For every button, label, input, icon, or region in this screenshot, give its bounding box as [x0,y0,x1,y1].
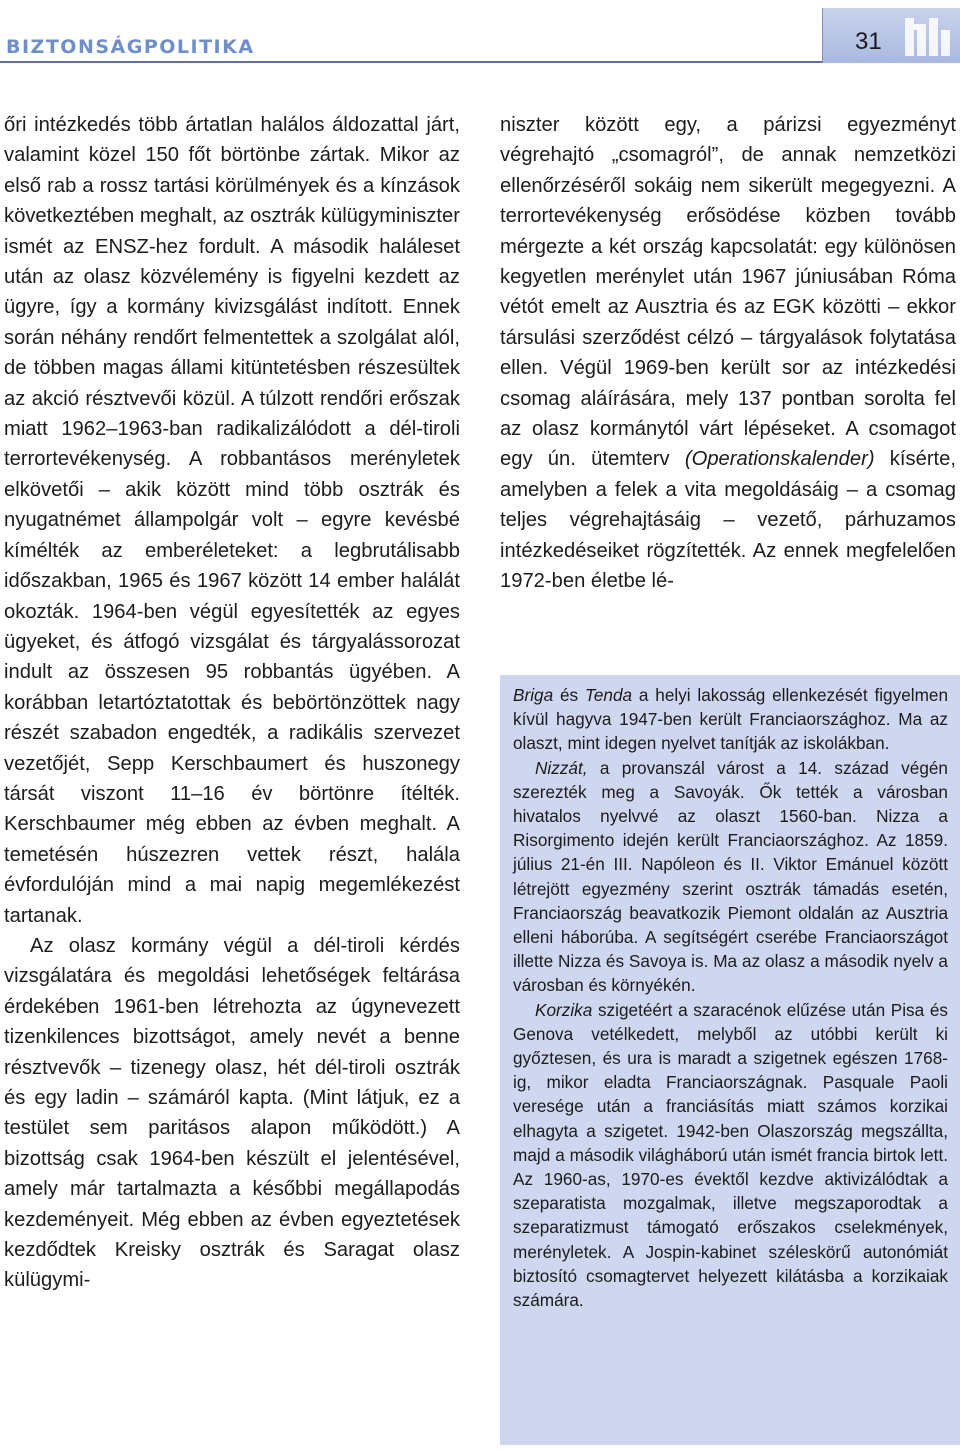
page-header [0,0,960,66]
term-briga: Briga [513,685,554,705]
box-conjunction: és [553,685,585,705]
right-paragraph-1-text-a: niszter között egy, a párizsi egyezményt végrehajtó „csomagról”, de annak nemzetközi ellenőrzéséről sokáig nem sikerült megegyezni. A terrortevékenység erősödése közben tovább mérgezte a két ország kapcsolatát: egy különösen kegyetlen merénylet után 1967 júniusában Róma vétót emelt az Ausztria és az EGK közötti – ekkor társulási szerződést célzó – tárgyalások folytatása ellen. Végül 1969-ben került sor az intézkedési csomag aláírására, mely 137 pontban sorolta fel az olasz kormánytól várt lépéseket. A csomagot egy ún. ütemterv [500,114,956,471]
left-paragraph-1: őri intézkedés több ártatlan halálos áldozattal járt, valamint közel 150 főt börtönbe zártak. Mikor az első rab a rossz tartási körülmények és a kínzások következtében meghalt, az osztrák külügyminiszter ismét az ENSZ-hez fordult. A második haláleset után az olasz közvélemény is figyelni kezdett az ügyre, így a kormány kivizsgálást indított. Ennek során néhány rendőrt felmentettek a szolgálat alól, de többen magas állami kitüntetésben részesültek az akció résztvevői közül. A túlzott rendőri erőszak miatt 1962–1963-ban radikalizálódott a dél-tiroli terrortevékenység. A robbantásos merényletek elkövetői – akik között mind több osztrák és nyugatnémet állampolgár volt – egyre kevésbé kímélték az emberéleteket: a legbrutálisabb időszakban, 1965 és 1967 között 14 ember halálát okozták. 1964-ben végül egyesítették az egyes ügyeket, és átfogó vizsgálat és tárgyalássorozat indult az összesen 95 robbantás ügyében. A korábban letartóztatottak és bebörtönzöttek nagy részét szabadon engedték, a radikális szervezet vezetőjét, Sepp Kerschbaumert és huszonegy társát viszont 11–16 év börtönre ítélték. Kerschbaumer még ebben az évben meghalt. A temetésén húszezren vettek részt, halála évfordulóján mind a mai napig megemlékezést tartanak. [4,114,460,927]
right-paragraph-1-text-b: kísérte, amelyben a felek a vita megoldásáig – a csomag teljes végrehajtásáig – vezető, párhuzamos intézkedéseiket rögzítették. Az ennek megfelelően 1972-ben életbe lé- [500,448,956,593]
term-tenda: Tenda [584,685,633,705]
box-paragraph-nizza [513,756,948,998]
box-paragraph-2-text: a provanszál várost a 14. század végén szerezték meg a Savoyák. Ők tették a városban hivatalos nyelvvé az olaszt 1560-ban. Nizza a Risorgimento idején került Franciaországhoz. Az 1859. július 21-én III. Napóleon és II. Viktor Emánuel között létrejött egyezmény szerint osztrák támadás esetén, Franciaország beavatkozik Piemont oldalán az Ausztria elleni háborúba. A segítségért cserébe Franciaországot illette Nizza és Savoya is. Ma az olasz a második nyelv a városban és környékén. [513,757,948,996]
nh-logo-icon [903,14,959,60]
box-paragraph-1-text: a helyi lakosság ellenkezését figyelmen kívül hagyva 1947-ben került Franciaországhoz. Ma az olaszt, mint idegen nyelvet tanítják az iskolákban. [513,685,949,754]
term-korzika: Korzika [535,999,593,1020]
term-nizza: Nizzát, [535,757,588,778]
left-paragraph-2: Az olasz kormány végül a dél-tiroli kérdés vizsgálatára és megoldási lehetőségek feltárása érdekében 1961-ben létrehozta az úgynevezett tizenkilences bizottságot, amely nevét a benne résztvevők – tizenegy olasz, hét dél-tiroli osztrák és egy ladin – számáról kapta. (Mint látjuk, ez a testület sem paritásos alapon működött.) A bizottság csak 1964-ben készült el jelentésével, amely már tartalmazta a későbbi megállapodás kezdeményeit. Még ebben az évben egyeztetések kezdődtek Kreisky osztrák és Saragat olasz külügymi- [4,934,460,1292]
box-paragraph-briga-tenda [513,683,948,756]
right-column [500,110,956,597]
box-paragraph-korzika [513,998,948,1313]
section-title: BIZTONSÁGPOLITIKA [6,36,255,58]
header-rule [0,61,960,63]
page-number: 31 [855,28,882,55]
left-column [4,110,460,1296]
operationskalender-term: (Operationskalender) [684,448,875,471]
box-paragraph-3-text: szigetéért a szaracénok elűzése után Pisa és Genova vetélkedett, melyből az utóbbi került ki győztesen, és ura is maradt a szigetnek egészen 1768-ig, mikor eladta Franciaországnak. Pasquale Paoli veresége után a franciásítás miatt számos korzikai elhagyta a szigetet. 1942-ben Olaszország megszállta, majd a második világháború után ismét francia birtok lett. Az 1960-as, 1970-es évektől kezdve aktivizálódtak a szeparatista mozgalmak, illetve megszaporodtak a szeparatizmust támogató erőszakos cselekmények, merényletek. A Jospin-kabinet széleskörű autonómiát biztosító csomagtervet helyezett kilátásba a korzikaiak számára. [513,999,948,1311]
page-number-box [822,8,960,63]
sidebar-box [500,675,960,1445]
right-paragraph-1 [500,110,956,597]
